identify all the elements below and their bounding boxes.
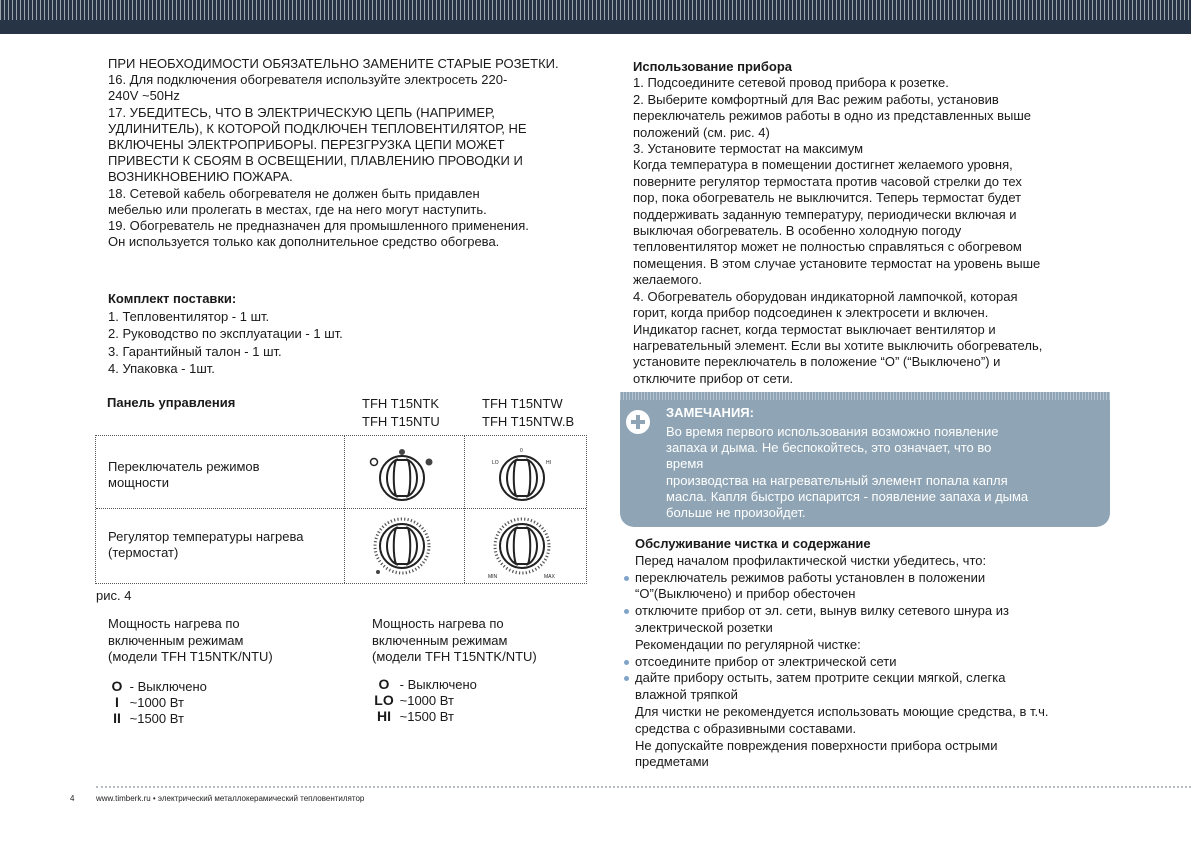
maintenance-title: Обслуживание чистка и содержание bbox=[635, 536, 871, 551]
maintenance-line bbox=[635, 738, 1049, 755]
model-name: TFH T15NTU bbox=[362, 414, 440, 429]
text-line: выключая обогреватель. В особенно холодную погоду bbox=[633, 223, 962, 239]
notes-box bbox=[620, 392, 1110, 527]
row-divider bbox=[96, 508, 586, 509]
power-heading-line: (модели TFH T15NTK/NTU) bbox=[108, 649, 273, 664]
kit-item: 4. Упаковка - 1шт. bbox=[108, 361, 215, 376]
knob-mark-lo: LO bbox=[492, 460, 499, 466]
maintenance-line bbox=[635, 721, 1049, 738]
maintenance-text: Рекомендации по регулярной чистке: bbox=[635, 636, 861, 652]
text-line: ПРИВЕСТИ К СБОЯМ В ОСВЕЩЕНИИ, ПЛАВЛЕНИЮ ПРОВОДКИ И bbox=[108, 153, 523, 169]
mode-description: ~1500 Вт bbox=[129, 710, 184, 726]
footer-text: www.timberk.ru • электрический металлокерамический тепловентилятор bbox=[96, 794, 365, 803]
text-line: 3. Установите термостат на максимум bbox=[633, 141, 864, 157]
bullet-icon bbox=[624, 660, 629, 665]
text-line: помещения. В этом случае установите термостат на уровень выше bbox=[633, 255, 1041, 271]
model-name: TFH T15NTK bbox=[362, 396, 440, 411]
knob-mark-min: MIN bbox=[488, 574, 498, 580]
power-heading-line: Мощность нагрева по bbox=[372, 616, 504, 631]
mode-switch-knob-icon bbox=[366, 446, 438, 506]
mode-switch-knob-icon bbox=[486, 446, 558, 506]
maintenance-bullet-line bbox=[635, 670, 1049, 687]
knob-mark-hi: HI bbox=[546, 460, 551, 466]
text-line: масла. Капля быстро испарится - появление запаха и дыма bbox=[666, 488, 1029, 504]
panel-title: Панель управления bbox=[107, 395, 236, 410]
maintenance-section bbox=[635, 536, 1049, 771]
column-divider bbox=[464, 436, 465, 583]
text-line: запаха и дыма. Не беспокойтесь, это означает, что во bbox=[666, 440, 992, 456]
text-line: УДЛИНИТЕЛЬ), К КОТОРОЙ ПОДКЛЮЧЕН ТЕПЛОВЕНТИЛЯТОР, НЕ bbox=[108, 120, 527, 136]
text-line: Когда температура в помещении достигнет желаемого уровня, bbox=[633, 157, 1013, 173]
power-heading-line: Мощность нагрева по bbox=[108, 616, 240, 631]
model-column-2 bbox=[482, 395, 574, 431]
text-line: время bbox=[666, 456, 704, 472]
text-line: положений (см. рис. 4) bbox=[633, 124, 770, 140]
bullet-icon bbox=[624, 609, 629, 614]
text-line: 18. Сетевой кабель обогревателя не должен быть придавлен bbox=[108, 185, 480, 201]
maintenance-text: дайте прибору остыть, затем протрите секции мягкой, слегка bbox=[635, 670, 1006, 686]
kit-section bbox=[108, 290, 343, 378]
label-line: мощности bbox=[108, 475, 169, 490]
text-line: желаемого. bbox=[633, 272, 703, 288]
maintenance-text: переключатель режимов работы установлен в положении bbox=[635, 569, 986, 585]
text-line: Он используется только как дополнительное средство обогрева. bbox=[108, 234, 500, 250]
power-modes-right bbox=[372, 616, 537, 724]
page-number: 4 bbox=[70, 794, 75, 803]
text-line: поддерживать заданную температуру, периодически включая и bbox=[633, 206, 1017, 222]
model-column-1 bbox=[362, 395, 440, 431]
mode-description: - Выключено bbox=[129, 678, 207, 694]
maintenance-text: предметами bbox=[635, 754, 709, 770]
maintenance-line bbox=[635, 637, 1049, 654]
text-line: 4. Обогреватель оборудован индикаторной лампочкой, которая bbox=[633, 288, 1018, 304]
power-heading-line: включенным режимам bbox=[372, 632, 508, 648]
text-line: Индикатор гаснет, когда термостат выключает вентилятор и bbox=[633, 321, 996, 337]
maintenance-line bbox=[635, 620, 1049, 637]
maintenance-text: влажной тряпкой bbox=[635, 687, 738, 703]
text-line: тепловентилятор может не полностью справляться с обогревом bbox=[633, 239, 1022, 255]
maintenance-text: отключите прибор от эл. сети, вынув вилку сетевого шнура из bbox=[635, 603, 1009, 619]
maintenance-text: электрической розетки bbox=[635, 619, 773, 635]
thermostat-label bbox=[108, 529, 303, 561]
text-line: 1. Подсоедините сетевой провод прибора к розетке. bbox=[633, 75, 949, 91]
safety-instructions bbox=[108, 56, 559, 250]
knob-mark-off: 0 bbox=[520, 448, 523, 454]
knob-mark-max: MAX bbox=[544, 574, 555, 580]
maintenance-bullet-line bbox=[635, 654, 1049, 671]
text-line: Во время первого использования возможно появление bbox=[666, 424, 999, 439]
mode-description: ~1000 Вт bbox=[399, 692, 454, 708]
mode-symbol: I bbox=[115, 693, 119, 710]
mode-symbol: LO bbox=[374, 691, 394, 708]
header-bar bbox=[0, 0, 1191, 34]
text-line: 17. УБЕДИТЕСЬ, ЧТО В ЭЛЕКТРИЧЕСКУЮ ЦЕПЬ (НАПРИМЕР, bbox=[108, 104, 495, 120]
power-heading-line: включенным режимам bbox=[108, 632, 244, 648]
mode-description: - Выключено bbox=[399, 676, 477, 692]
text-line: 16. Для подключения обогревателя используйте электросеть 220- bbox=[108, 72, 508, 88]
maintenance-line bbox=[635, 704, 1049, 721]
notes-title: ЗАМЕЧАНИЯ: bbox=[666, 405, 754, 420]
mode-symbol: O bbox=[111, 677, 123, 694]
mode-row bbox=[372, 692, 537, 708]
thermostat-knob-icon bbox=[486, 514, 558, 580]
control-panel-table bbox=[95, 435, 587, 584]
text-line: пор, пока обогреватель не выключится. Теперь термостат будет bbox=[633, 190, 1022, 206]
model-name: TFH T15NTW bbox=[482, 396, 563, 411]
mode-symbol: II bbox=[113, 709, 121, 726]
kit-item: 3. Гарантийный талон - 1 шт. bbox=[108, 343, 282, 359]
maintenance-text: средства с образивными составами. bbox=[635, 720, 857, 736]
maintenance-text: Для чистки не рекомендуется использовать моющие средства, в т.ч. bbox=[635, 703, 1049, 719]
mode-row bbox=[108, 678, 273, 694]
mode-symbol: HI bbox=[377, 707, 391, 724]
notes-body bbox=[666, 424, 1028, 521]
maintenance-bullet-line bbox=[635, 603, 1049, 620]
power-modes-left bbox=[108, 616, 273, 726]
mode-description: ~1500 Вт bbox=[399, 708, 454, 724]
text-line: поверните регулятор термостата против часовой стрелки до тех bbox=[633, 173, 1022, 189]
plus-icon bbox=[626, 410, 650, 434]
text-line: установите переключатель в положение “O” (“Выключено”) и bbox=[633, 354, 1001, 370]
thermostat-knob-icon bbox=[366, 514, 438, 580]
mode-row bbox=[372, 708, 537, 724]
label-line: Переключатель режимов bbox=[108, 459, 260, 474]
text-line: нагревательный элемент. Если вы хотите выключить обогреватель, bbox=[633, 337, 1043, 353]
footer-divider bbox=[96, 786, 1191, 788]
usage-title: Использование прибора bbox=[633, 59, 793, 74]
maintenance-line bbox=[635, 687, 1049, 704]
text-line: ВКЛЮЧЕНЫ ЭЛЕКТРОПРИБОРЫ. ПЕРЕЗГРУЗКА ЦЕПИ МОЖЕТ bbox=[108, 137, 505, 153]
bullet-icon bbox=[624, 676, 629, 681]
kit-item: 2. Руководство по эксплуатации - 1 шт. bbox=[108, 326, 343, 341]
mode-row bbox=[372, 676, 537, 692]
kit-title: Комплект поставки: bbox=[108, 291, 237, 306]
label-line: (термостат) bbox=[108, 545, 179, 560]
column-divider bbox=[344, 436, 345, 583]
text-line: больше не произойдет. bbox=[666, 505, 806, 521]
figure-caption: рис. 4 bbox=[96, 588, 132, 603]
mode-description: ~1000 Вт bbox=[129, 694, 184, 710]
maintenance-line bbox=[635, 586, 1049, 603]
power-heading-line: (модели TFH T15NTK/NTU) bbox=[372, 649, 537, 664]
maintenance-text: Не допускайте повреждения поверхности прибора острыми bbox=[635, 737, 998, 753]
text-line: 2. Выберите комфортный для Вас режим работы, установив bbox=[633, 91, 999, 107]
text-line: отключите прибор от сети. bbox=[633, 370, 794, 386]
maintenance-line bbox=[635, 553, 1049, 570]
text-line: переключатель режимов работы в одно из представленных выше bbox=[633, 108, 1032, 124]
maintenance-line bbox=[635, 754, 1049, 771]
maintenance-text: отсоедините прибор от электрической сети bbox=[635, 653, 897, 669]
kit-item: 1. Тепловентилятор - 1 шт. bbox=[108, 308, 270, 324]
maintenance-bullet-line bbox=[635, 570, 1049, 587]
text-line: мебелью или пролегать в местах, где на него могут наступить. bbox=[108, 201, 487, 217]
maintenance-text: “O”(Выключено) и прибор обесточен bbox=[635, 586, 856, 602]
maintenance-text: Перед началом профилактической чистки убедитесь, что: bbox=[635, 552, 987, 568]
mode-row bbox=[108, 710, 273, 726]
mode-switch-label bbox=[108, 459, 260, 491]
text-line: горит, когда прибор подсоединен к электросети и включен. bbox=[633, 305, 989, 321]
text-line: ПРИ НЕОБХОДИМОСТИ ОБЯЗАТЕЛЬНО ЗАМЕНИТЕ СТАРЫЕ РОЗЕТКИ. bbox=[108, 56, 559, 71]
text-line: производства на нагревательный элемент попала капля bbox=[666, 472, 1008, 488]
model-name: TFH T15NTW.B bbox=[482, 414, 575, 429]
label-line: Регулятор температуры нагрева bbox=[108, 529, 304, 544]
bullet-icon bbox=[624, 576, 629, 581]
usage-section bbox=[633, 59, 1042, 387]
text-line: 19. Обогреватель не предназначен для промышленного применения. bbox=[108, 218, 529, 234]
text-line: 240V ~50Hz bbox=[108, 88, 180, 104]
text-line: ВОЗНИКНОВЕНИЮ ПОЖАРА. bbox=[108, 169, 293, 185]
mode-row bbox=[108, 694, 273, 710]
mode-symbol: O bbox=[378, 675, 390, 692]
